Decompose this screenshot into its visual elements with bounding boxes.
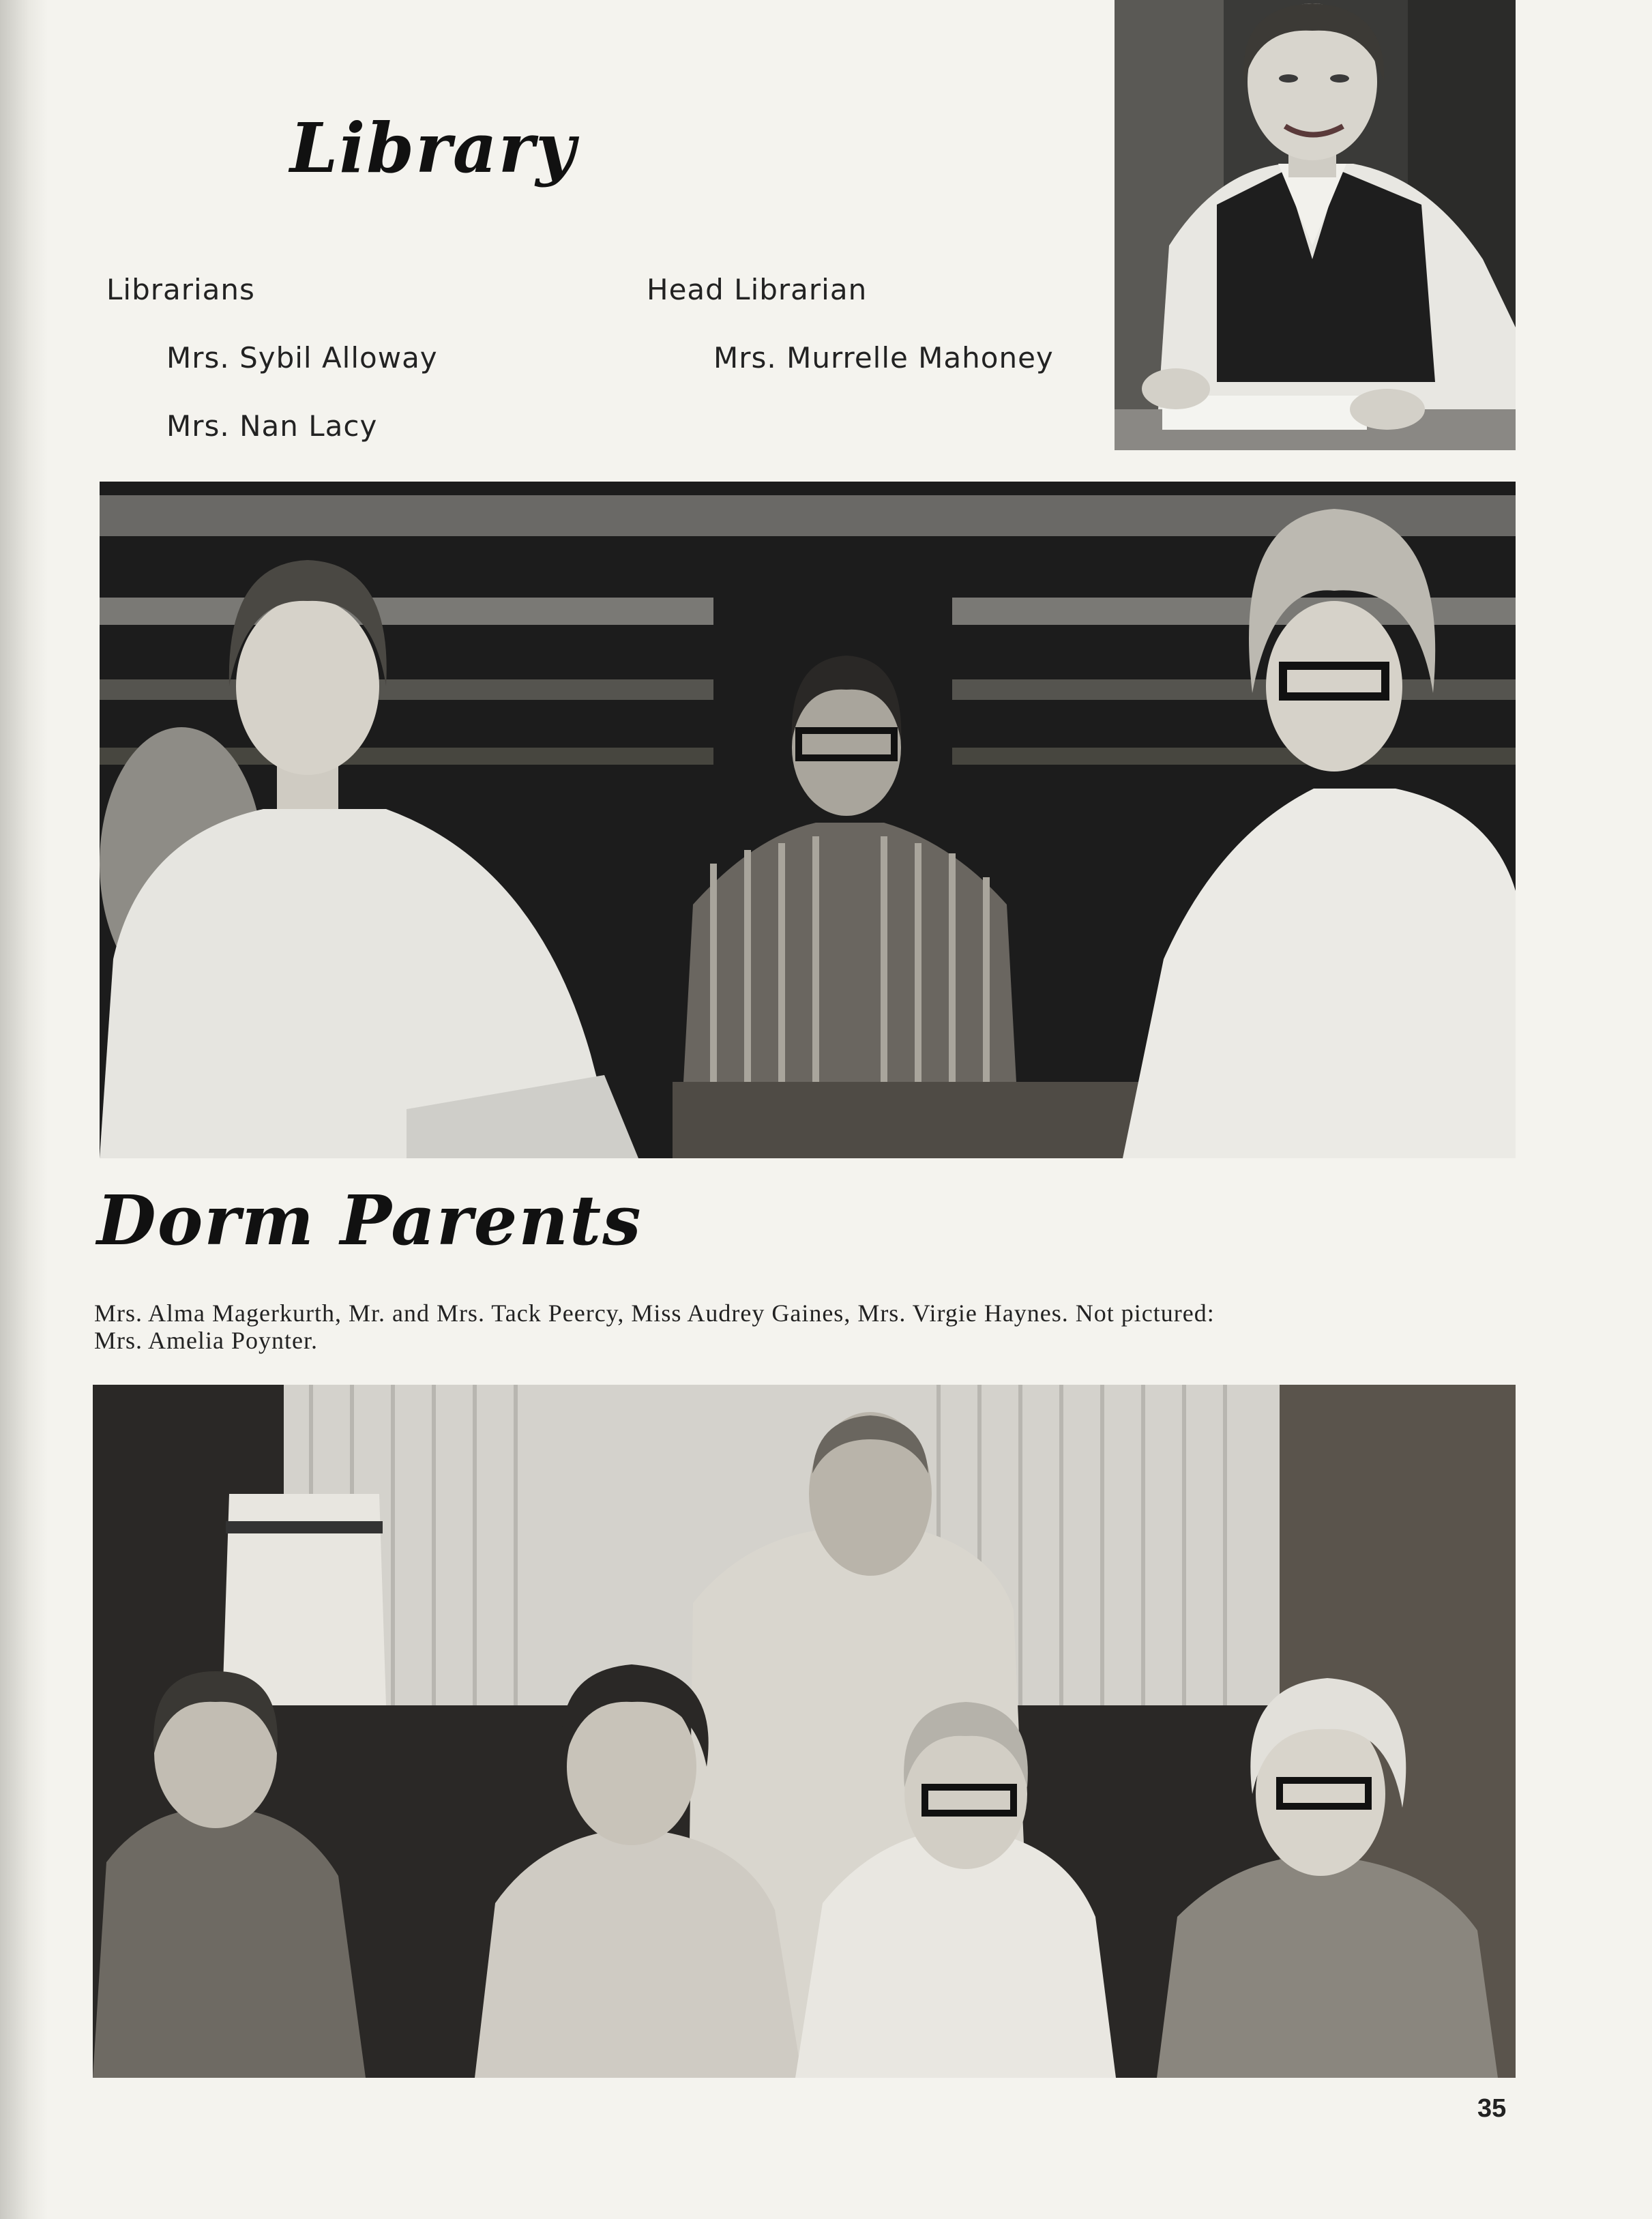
librarian-name-2: Mrs. Nan Lacy xyxy=(166,409,378,443)
librarians-heading: Librarians xyxy=(106,273,255,306)
dorm-parents-title: Dorm Parents xyxy=(97,1180,643,1261)
head-librarian-name: Mrs. Murrelle Mahoney xyxy=(713,341,1054,374)
caption-line-1: Mrs. Alma Magerkurth, Mr. and Mrs. Tack Peercy, Miss Audrey Gaines, Mrs. Virgie Haynes. Not pictured: xyxy=(94,1299,1215,1327)
caption-line-2: Mrs. Amelia Poynter. xyxy=(94,1327,318,1354)
library-staff-group-photo xyxy=(100,482,1516,1158)
page-number: 35 xyxy=(1477,2094,1507,2123)
librarian-name-1: Mrs. Sybil Alloway xyxy=(166,341,438,374)
head-librarian-portrait-photo xyxy=(1115,0,1516,450)
library-title: Library xyxy=(290,108,577,188)
dorm-parents-caption xyxy=(94,1299,1390,1354)
dorm-parents-group-photo xyxy=(93,1385,1516,2078)
page-gutter-shadow xyxy=(0,0,48,2219)
head-librarian-heading: Head Librarian xyxy=(647,273,868,306)
